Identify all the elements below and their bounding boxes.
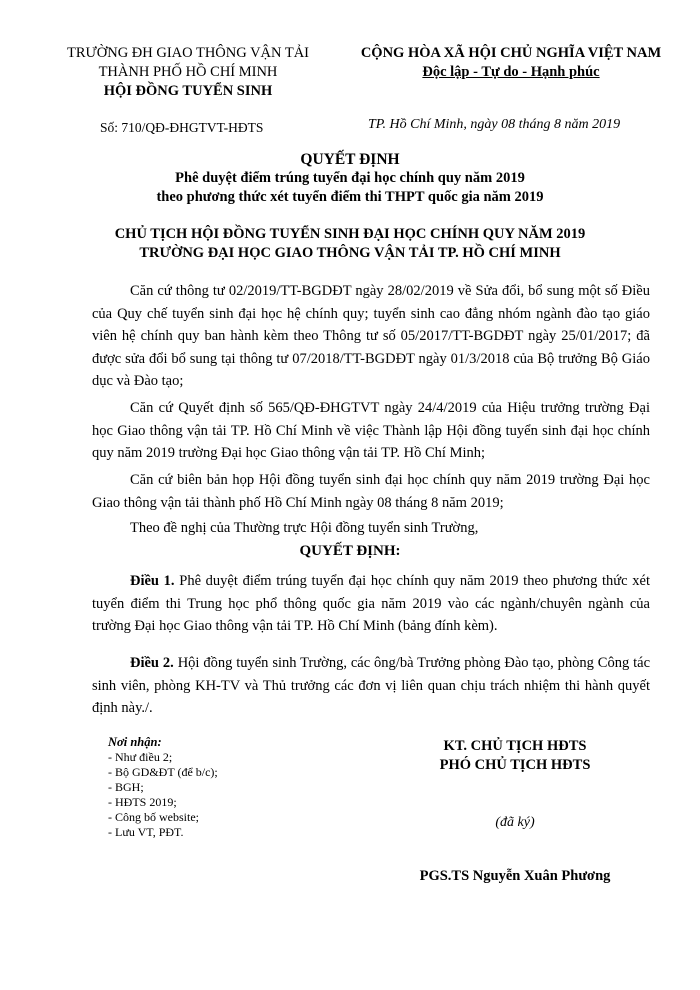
issuer-city: THÀNH PHỐ HỒ CHÍ MINH <box>98 64 278 80</box>
national-motto: Độc lập - Tự do - Hạnh phúc <box>422 64 600 80</box>
recipient-item: - Như điều 2; <box>108 750 173 764</box>
article-1-text: Phê duyệt điểm trúng tuyển đại học chính quy năm 2019 theo phương thức xét tuyển điểm thi Trung học phổ thông quốc gia năm 2019 vào các ngành/chuyên ngành của trường Đại học Giao thông vận tải TP. Hồ Chí Minh (bảng đính kèm). <box>92 573 650 634</box>
recipient-item: - HĐTS 2019; <box>108 795 177 809</box>
authority-block <box>70 225 630 263</box>
basis-paragraph-2: Căn cứ Quyết định số 565/QĐ-ĐHGTVT ngày 24/4/2019 của Hiệu trưởng trường Đại học Giao thông vận tải TP. Hồ Chí Minh về việc Thành lập Hội đồng tuyển sinh đại học chính quy năm 2019 trường Đại học Giao thông vận tải TP. Hồ Chí Minh; <box>92 400 650 461</box>
title-sub-2: theo phương thức xét tuyển điểm thi THPT quốc gia năm 2019 <box>156 189 544 205</box>
article-2 <box>92 652 650 720</box>
article-2-label: Điều 2. <box>130 655 174 671</box>
article-2-text: Hội đồng tuyển sinh Trường, các ông/bà Trưởng phòng Đào tạo, phòng Công tác sinh viên, phòng KH-TV và Thủ trưởng các đơn vị liên quan chịu trách nhiệm thi hành quyết định này./. <box>92 655 651 716</box>
issuer-university: TRƯỜNG ĐH GIAO THÔNG VẬN TẢI <box>66 45 310 61</box>
recipient-item: - BGH; <box>108 780 144 794</box>
title-main: QUYẾT ĐỊNH <box>300 151 400 168</box>
document-number: Số: 710/QĐ-ĐHGTVT-HĐTS <box>100 120 264 135</box>
recipient-item: - Bộ GD&ĐT (để b/c); <box>108 765 218 779</box>
signature-title <box>380 737 650 775</box>
basis-paragraph-1: Căn cứ thông tư 02/2019/TT-BGDĐT ngày 28/02/2019 về Sửa đổi, bổ sung một số Điều của Quy chế tuyển sinh đại học hệ chính quy; tuyển sinh cao đẳng nhóm ngành đào tạo giáo viên hệ chính quy ban hành kèm theo Thông tư số 05/2017/TT-BGDĐT ngày 25/01/2017; đã được sửa đổi bổ sung tại thông tư 07/2018/TT-BGDĐT ngày 01/3/2018 của Bộ trưởng Bộ Giáo dục và Đào tạo; <box>92 283 650 389</box>
signer-name: PGS.TS Nguyễn Xuân Phương <box>419 868 611 884</box>
issuer-header <box>44 44 332 101</box>
title-sub-1: Phê duyệt điểm trúng tuyển đại học chính quy năm 2019 <box>175 170 525 186</box>
signature-line-1: KT. CHỦ TỊCH HĐTS <box>443 738 587 754</box>
signature-line-2: PHÓ CHỦ TỊCH HĐTS <box>439 757 591 773</box>
authority-line-1: CHỦ TỊCH HỘI ĐỒNG TUYỂN SINH ĐẠI HỌC CHÍNH QUY NĂM 2019 <box>114 226 586 242</box>
basis-paragraph-4: Theo đề nghị của Thường trực Hội đồng tuyển sinh Trường, <box>130 520 479 536</box>
recipients-block <box>108 735 218 840</box>
national-title: CỘNG HÒA XÃ HỘI CHỦ NGHĨA VIỆT NAM <box>360 45 662 61</box>
recipient-item: - Lưu VT, PĐT. <box>108 825 184 839</box>
article-1 <box>92 570 650 638</box>
article-1-label: Điều 1. <box>130 573 175 589</box>
recipients-title: Nơi nhận: <box>108 735 162 749</box>
national-header <box>352 44 670 82</box>
issuer-council: HỘI ĐỒNG TUYỂN SINH <box>103 83 273 99</box>
place-date: TP. Hồ Chí Minh, ngày 08 tháng 8 năm 2019 <box>368 117 621 132</box>
basis-paragraph-3: Căn cứ biên bản họp Hội đồng tuyển sinh đại học chính quy năm 2019 trường Đại học Giao thông vận tải thành phố Hồ Chí Minh ngày 08 tháng 8 năm 2019; <box>92 472 650 511</box>
signed-note: (đã ký) <box>495 815 535 830</box>
decision-heading: QUYẾT ĐỊNH: <box>299 543 401 559</box>
document-title <box>90 150 610 207</box>
recipient-item: - Công bố website; <box>108 810 199 824</box>
authority-line-2: TRƯỜNG ĐẠI HỌC GIAO THÔNG VẬN TẢI TP. HỒ CHÍ MINH <box>139 245 561 261</box>
